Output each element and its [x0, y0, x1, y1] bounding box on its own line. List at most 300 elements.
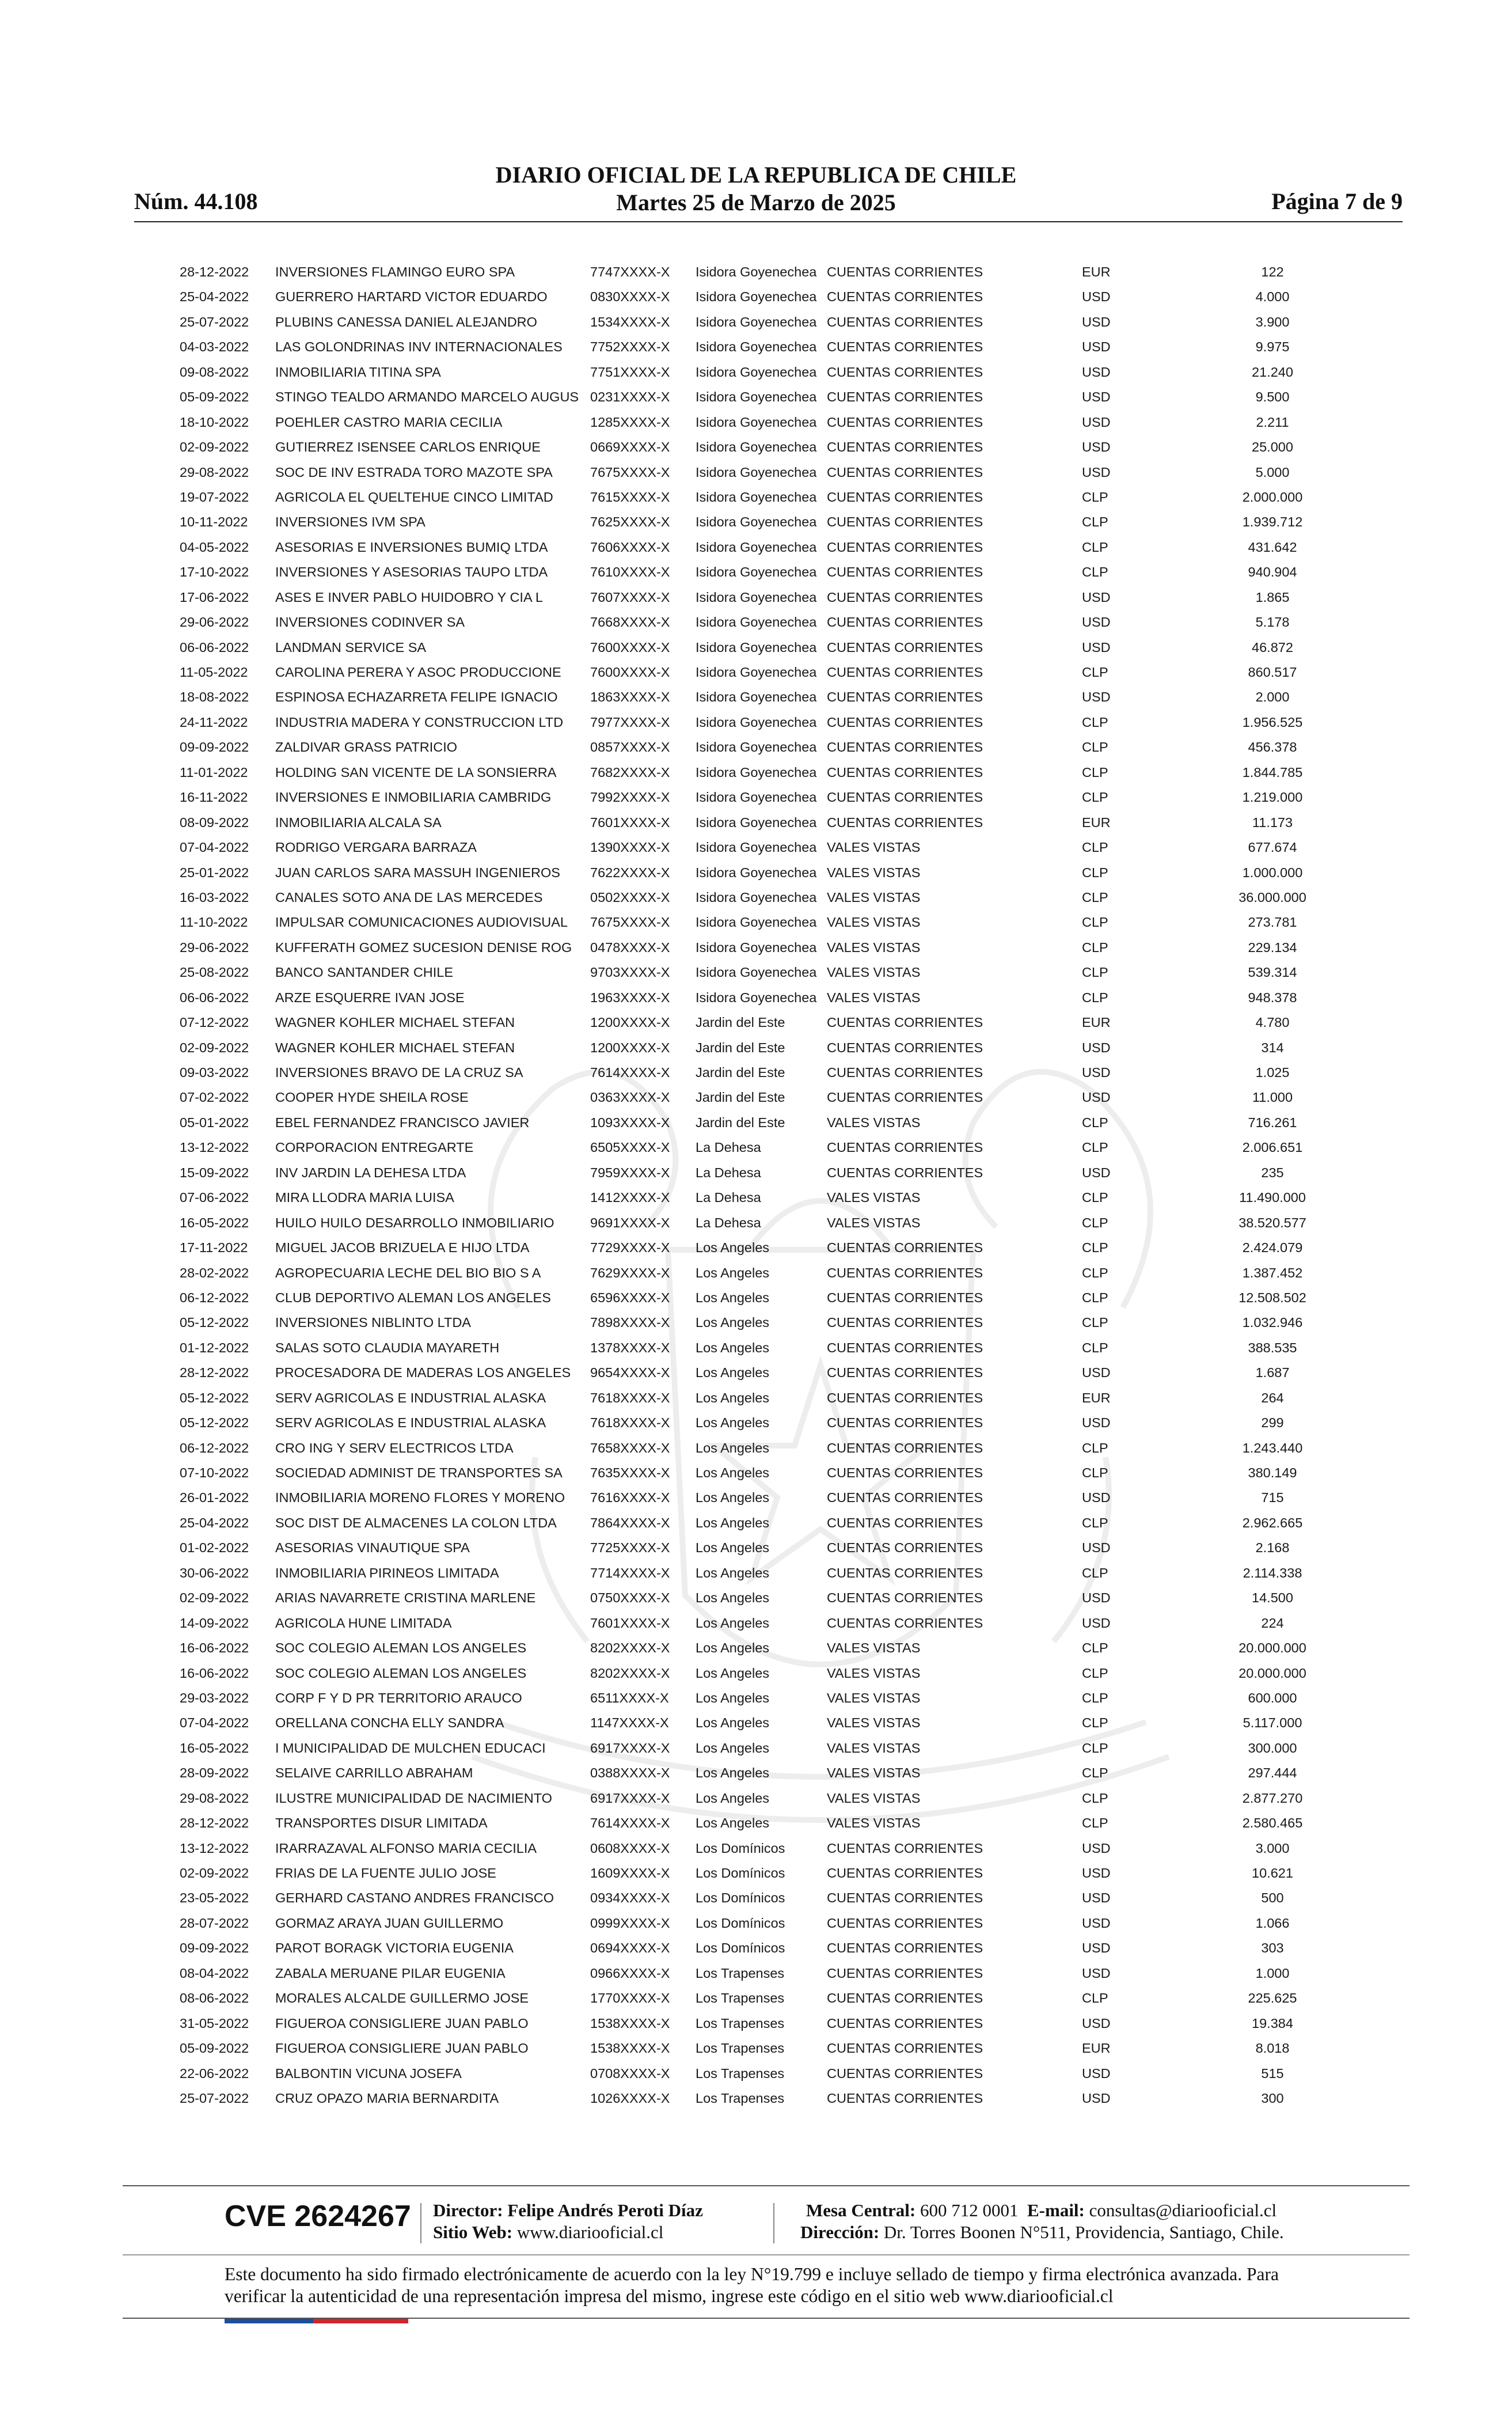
row-name: SELAIVE CARRILLO ABRAHAM: [275, 1765, 473, 1781]
row-rut: 0966XXXX-X: [590, 1965, 670, 1981]
row-product: CUENTAS CORRIENTES: [827, 1340, 983, 1355]
list-item: [0, 1261, 1512, 1286]
list-item: [0, 2061, 1512, 2086]
row-product: CUENTAS CORRIENTES: [827, 1040, 983, 1055]
row-product: CUENTAS CORRIENTES: [827, 615, 983, 630]
row-date: 30-06-2022: [180, 1565, 249, 1580]
row-rut: 7618XXXX-X: [590, 1390, 670, 1405]
row-amount: 229.134: [1248, 939, 1297, 955]
row-product: CUENTAS CORRIENTES: [827, 564, 983, 580]
row-rut: 1378XXXX-X: [590, 1340, 670, 1355]
row-amount: 3.000: [1255, 1840, 1290, 1856]
row-rut: 7992XXXX-X: [590, 790, 670, 805]
row-date: 29-08-2022: [180, 464, 249, 480]
row-rut: 9703XXXX-X: [590, 965, 670, 980]
row-branch: Isidora Goyenechea: [696, 264, 817, 279]
row-product: CUENTAS CORRIENTES: [827, 1090, 983, 1105]
row-amount: 1.025: [1255, 1065, 1290, 1080]
row-branch: La Dehesa: [696, 1215, 761, 1230]
list-item: [0, 835, 1512, 860]
row-currency: CLP: [1082, 1640, 1108, 1656]
row-branch: Isidora Goyenechea: [696, 764, 817, 780]
row-amount: 21.240: [1252, 364, 1293, 380]
row-amount: 456.378: [1248, 740, 1297, 755]
row-amount: 2.962.665: [1242, 1515, 1303, 1530]
row-name: INVERSIONES Y ASESORIAS TAUPO LTDA: [275, 564, 548, 580]
row-name: LANDMAN SERVICE SA: [275, 639, 427, 655]
list-item: [0, 2011, 1512, 2036]
row-currency: CLP: [1082, 1765, 1108, 1781]
row-date: 24-11-2022: [180, 714, 248, 730]
row-branch: Isidora Goyenechea: [696, 364, 817, 380]
row-product: CUENTAS CORRIENTES: [827, 1390, 983, 1405]
row-date: 28-12-2022: [180, 1815, 249, 1831]
row-branch: Los Angeles: [696, 1340, 770, 1355]
list-item: [0, 985, 1512, 1010]
row-currency: USD: [1082, 1590, 1111, 1606]
row-date: 15-09-2022: [180, 1165, 249, 1180]
row-date: 17-11-2022: [180, 1240, 248, 1256]
row-branch: Isidora Goyenechea: [696, 389, 817, 405]
row-amount: 1.219.000: [1242, 790, 1303, 805]
row-branch: Isidora Goyenechea: [696, 689, 817, 705]
list-item: [0, 1511, 1512, 1535]
row-rut: 7614XXXX-X: [590, 1815, 670, 1831]
row-rut: 0708XXXX-X: [590, 2065, 670, 2081]
row-rut: 1390XXXX-X: [590, 840, 670, 855]
row-amount: 1.032.946: [1242, 1315, 1303, 1330]
list-item: [0, 1686, 1512, 1711]
row-date: 29-08-2022: [180, 1790, 249, 1806]
row-rut: 7747XXXX-X: [590, 264, 670, 279]
row-amount: 2.114.338: [1243, 1565, 1302, 1580]
row-product: CUENTAS CORRIENTES: [827, 1565, 983, 1580]
list-item: [0, 960, 1512, 985]
row-name: TRANSPORTES DISUR LIMITADA: [275, 1815, 488, 1831]
row-date: 06-12-2022: [180, 1440, 249, 1455]
row-amount: 314: [1261, 1040, 1284, 1055]
row-amount: 2.006.651: [1242, 1140, 1303, 1155]
row-rut: 7601XXXX-X: [590, 814, 670, 830]
mesa-phone: 600 712 0001: [920, 2200, 1019, 2220]
row-currency: CLP: [1082, 939, 1108, 955]
website-label: Sitio Web:: [433, 2222, 513, 2242]
row-product: CUENTAS CORRIENTES: [827, 1915, 983, 1931]
email-link[interactable]: consultas@diariooficial.cl: [1089, 2200, 1277, 2220]
row-product: CUENTAS CORRIENTES: [827, 790, 983, 805]
row-amount: 3.900: [1255, 314, 1290, 329]
row-name: INVERSIONES CODINVER SA: [275, 615, 465, 630]
row-rut: 7614XXXX-X: [590, 1065, 670, 1080]
list-item: [0, 1611, 1512, 1636]
row-branch: Isidora Goyenechea: [696, 414, 817, 430]
row-branch: Isidora Goyenechea: [696, 514, 817, 530]
flag-stripe-red: [313, 2319, 408, 2323]
row-name: ARIAS NAVARRETE CRISTINA MARLENE: [275, 1590, 536, 1606]
row-name: INVERSIONES NIBLINTO LTDA: [275, 1315, 471, 1330]
row-product: VALES VISTAS: [827, 1690, 921, 1705]
list-item: [0, 1986, 1512, 2011]
row-rut: 0830XXXX-X: [590, 289, 670, 305]
row-branch: Los Angeles: [696, 1815, 770, 1831]
row-rut: 7959XXXX-X: [590, 1165, 670, 1180]
row-amount: 1.939.712: [1242, 514, 1303, 530]
row-date: 16-06-2022: [180, 1665, 249, 1681]
row-product: CUENTAS CORRIENTES: [827, 814, 983, 830]
row-date: 16-05-2022: [180, 1740, 249, 1756]
row-branch: Isidora Goyenechea: [696, 889, 817, 905]
row-branch: Los Trapenses: [696, 2090, 785, 2106]
row-currency: CLP: [1082, 489, 1108, 505]
footer-divider-middle: [123, 2254, 1410, 2255]
row-date: 06-06-2022: [180, 639, 249, 655]
row-rut: 7607XXXX-X: [590, 589, 670, 605]
list-item: [0, 485, 1512, 510]
row-rut: 0999XXXX-X: [590, 1915, 670, 1931]
row-currency: EUR: [1082, 814, 1111, 830]
row-currency: CLP: [1082, 1990, 1108, 2006]
row-rut: 1534XXXX-X: [590, 314, 670, 329]
row-name: INVERSIONES BRAVO DE LA CRUZ SA: [275, 1065, 523, 1080]
row-branch: Los Domínicos: [696, 1940, 785, 1956]
row-date: 11-05-2022: [180, 665, 248, 680]
row-name: SOC COLEGIO ALEMAN LOS ANGELES: [275, 1640, 527, 1656]
row-name: BALBONTIN VICUNA JOSEFA: [275, 2065, 462, 2081]
row-name: GUERRERO HARTARD VICTOR EDUARDO: [275, 289, 548, 305]
legal-notice: Este documento ha sido firmado electrónicamente de acuerdo con la ley N°19.799 e incluye sellado de tiempo y firma electrónica avanzada. Para verificar la autenticidad de una representación impresa del mismo, ingrese este código en el sitio web www.diariooficial.cl: [225, 2264, 1279, 2306]
row-name: WAGNER KOHLER MICHAEL STEFAN: [275, 1015, 515, 1030]
row-date: 29-06-2022: [180, 939, 249, 955]
row-date: 25-08-2022: [180, 965, 249, 980]
row-rut: 6917XXXX-X: [590, 1740, 670, 1756]
row-amount: 303: [1261, 1940, 1284, 1956]
row-product: CUENTAS CORRIENTES: [827, 539, 983, 555]
row-product: VALES VISTAS: [827, 865, 921, 880]
row-name: POEHLER CASTRO MARIA CECILIA: [275, 414, 503, 430]
row-date: 25-04-2022: [180, 1515, 249, 1530]
row-name: STINGO TEALDO ARMANDO MARCELO AUGUS: [275, 389, 579, 405]
row-rut: 9654XXXX-X: [590, 1365, 670, 1381]
row-name: MIGUEL JACOB BRIZUELA E HIJO LTDA: [275, 1240, 530, 1256]
row-amount: 5.117.000: [1243, 1715, 1302, 1731]
row-name: INMOBILIARIA MORENO FLORES Y MORENO: [275, 1490, 565, 1506]
row-product: CUENTAS CORRIENTES: [827, 1415, 983, 1431]
row-rut: 1026XXXX-X: [590, 2090, 670, 2106]
row-product: CUENTAS CORRIENTES: [827, 264, 983, 279]
row-date: 09-09-2022: [180, 1940, 249, 1956]
row-product: VALES VISTAS: [827, 1215, 921, 1230]
row-amount: 515: [1261, 2065, 1284, 2081]
row-rut: 7610XXXX-X: [590, 564, 670, 580]
website-link[interactable]: www.diariooficial.cl: [516, 2222, 664, 2242]
address-label: Dirección:: [800, 2222, 880, 2242]
issue-date: Martes 25 de Marzo de 2025: [616, 189, 896, 215]
row-date: 11-01-2022: [180, 764, 248, 780]
header-divider: [134, 221, 1403, 222]
row-name: GORMAZ ARAYA JUAN GUILLERMO: [275, 1915, 504, 1931]
row-currency: USD: [1082, 689, 1111, 705]
row-date: 11-10-2022: [180, 915, 248, 930]
row-name: AGROPECUARIA LECHE DEL BIO BIO S A: [275, 1265, 541, 1280]
row-amount: 300.000: [1248, 1740, 1297, 1756]
footer-director: [433, 2200, 703, 2221]
row-branch: Los Domínicos: [696, 1866, 785, 1880]
row-amount: 1.844.785: [1242, 764, 1303, 780]
row-product: VALES VISTAS: [827, 939, 921, 955]
mesa-label: Mesa Central:: [806, 2200, 916, 2220]
list-item: [0, 1561, 1512, 1586]
row-branch: Los Trapenses: [696, 1965, 785, 1981]
row-branch: Los Angeles: [696, 1415, 770, 1431]
row-amount: 5.178: [1255, 615, 1290, 630]
row-branch: Isidora Goyenechea: [696, 939, 817, 955]
row-currency: CLP: [1082, 714, 1108, 730]
row-amount: 36.000.000: [1239, 889, 1306, 905]
row-date: 07-02-2022: [180, 1090, 249, 1105]
row-currency: CLP: [1082, 1815, 1108, 1831]
row-branch: Los Angeles: [696, 1490, 770, 1506]
row-amount: 2.424.079: [1242, 1240, 1303, 1256]
row-rut: 7864XXXX-X: [590, 1515, 670, 1530]
row-amount: 9.975: [1255, 339, 1290, 355]
row-product: VALES VISTAS: [827, 1190, 921, 1205]
row-amount: 1.000.000: [1242, 865, 1303, 880]
row-name: ZABALA MERUANE PILAR EUGENIA: [275, 1965, 506, 1981]
row-rut: 0608XXXX-X: [590, 1840, 670, 1856]
list-item: [0, 435, 1512, 460]
email-label: E-mail:: [1027, 2200, 1085, 2220]
row-name: ASES E INVER PABLO HUIDOBRO Y CIA L: [275, 589, 543, 605]
footer-website: [433, 2222, 663, 2243]
row-rut: 7635XXXX-X: [590, 1465, 670, 1480]
row-product: CUENTAS CORRIENTES: [827, 1440, 983, 1455]
row-currency: CLP: [1082, 1265, 1108, 1280]
row-currency: USD: [1082, 339, 1111, 355]
cve-code: CVE 2624267: [225, 2200, 411, 2233]
row-amount: 716.261: [1248, 1114, 1297, 1130]
row-product: CUENTAS CORRIENTES: [827, 2041, 983, 2056]
row-name: FIGUEROA CONSIGLIERE JUAN PABLO: [275, 2041, 529, 2056]
row-amount: 25.000: [1252, 439, 1293, 455]
row-currency: CLP: [1082, 564, 1108, 580]
list-item: [0, 1185, 1512, 1210]
row-amount: 2.000.000: [1242, 489, 1303, 505]
row-amount: 1.066: [1255, 1915, 1290, 1931]
row-date: 01-02-2022: [180, 1540, 249, 1556]
row-date: 28-07-2022: [180, 1915, 249, 1931]
row-date: 05-12-2022: [180, 1415, 249, 1431]
list-item: [0, 1711, 1512, 1735]
row-currency: USD: [1082, 1540, 1111, 1556]
row-name: ASESORIAS E INVERSIONES BUMIQ LTDA: [275, 539, 548, 555]
row-date: 06-06-2022: [180, 989, 249, 1005]
row-rut: 0694XXXX-X: [590, 1940, 670, 1956]
row-date: 10-11-2022: [180, 514, 248, 530]
list-item: [0, 735, 1512, 760]
row-branch: Los Domínicos: [696, 1915, 785, 1931]
row-branch: Los Angeles: [696, 1765, 770, 1781]
row-date: 07-12-2022: [180, 1015, 249, 1030]
row-date: 01-12-2022: [180, 1340, 249, 1355]
list-item: [0, 710, 1512, 735]
row-product: VALES VISTAS: [827, 989, 921, 1005]
row-rut: 8202XXXX-X: [590, 1640, 670, 1656]
row-date: 08-09-2022: [180, 814, 249, 830]
row-date: 26-01-2022: [180, 1490, 249, 1506]
row-name: ESPINOSA ECHAZARRETA FELIPE IGNACIO: [275, 689, 558, 705]
list-item: [0, 1336, 1512, 1360]
row-amount: 8.018: [1255, 2041, 1290, 2056]
row-name: INDUSTRIA MADERA Y CONSTRUCCION LTD: [275, 714, 564, 730]
list-item: [0, 285, 1512, 309]
row-rut: 0363XXXX-X: [590, 1090, 670, 1105]
newspaper-title: DIARIO OFICIAL DE LA REPUBLICA DE CHILE: [495, 162, 1017, 188]
row-amount: 715: [1261, 1490, 1284, 1506]
row-amount: 11.490.000: [1239, 1190, 1306, 1205]
row-branch: La Dehesa: [696, 1140, 761, 1155]
row-name: INMOBILIARIA PIRINEOS LIMITADA: [275, 1565, 499, 1580]
row-branch: Los Angeles: [696, 1640, 770, 1656]
row-name: CANALES SOTO ANA DE LAS MERCEDES: [275, 889, 543, 905]
list-item: [0, 660, 1512, 685]
row-currency: USD: [1082, 364, 1111, 380]
list-item: [0, 1010, 1512, 1035]
row-name: INVERSIONES IVM SPA: [275, 514, 426, 530]
row-currency: USD: [1082, 2015, 1111, 2031]
row-product: VALES VISTAS: [827, 1790, 921, 1806]
row-rut: 0934XXXX-X: [590, 1890, 670, 1906]
list-item: [0, 785, 1512, 810]
row-rut: 1200XXXX-X: [590, 1040, 670, 1055]
list-item: [0, 1310, 1512, 1335]
row-branch: Los Trapenses: [696, 2015, 785, 2031]
row-name: EBEL FERNANDEZ FRANCISCO JAVIER: [275, 1114, 530, 1130]
row-product: CUENTAS CORRIENTES: [827, 289, 983, 305]
row-name: PAROT BORAGK VICTORIA EUGENIA: [275, 1940, 514, 1956]
row-branch: Los Angeles: [696, 1440, 770, 1455]
row-product: CUENTAS CORRIENTES: [827, 439, 983, 455]
row-name: PLUBINS CANESSA DANIEL ALEJANDRO: [275, 314, 537, 329]
row-rut: 7675XXXX-X: [590, 464, 670, 480]
row-rut: 1538XXXX-X: [590, 2015, 670, 2031]
row-rut: 9691XXXX-X: [590, 1215, 670, 1230]
row-rut: 7629XXXX-X: [590, 1265, 670, 1280]
row-currency: CLP: [1082, 1114, 1108, 1130]
row-rut: 6505XXXX-X: [590, 1140, 670, 1155]
row-currency: CLP: [1082, 1240, 1108, 1256]
address-value: Dr. Torres Boonen N°511, Providencia, Santiago, Chile.: [883, 2222, 1284, 2242]
row-rut: 0502XXXX-X: [590, 889, 670, 905]
row-branch: Isidora Goyenechea: [696, 665, 817, 680]
row-product: VALES VISTAS: [827, 965, 921, 980]
row-name: SOC DE INV ESTRADA TORO MAZOTE SPA: [275, 464, 553, 480]
row-currency: USD: [1082, 2090, 1111, 2106]
list-item: [0, 385, 1512, 410]
row-date: 25-04-2022: [180, 289, 249, 305]
row-branch: Isidora Goyenechea: [696, 865, 817, 880]
row-currency: CLP: [1082, 740, 1108, 755]
row-product: CUENTAS CORRIENTES: [827, 1365, 983, 1381]
row-currency: USD: [1082, 639, 1111, 655]
row-currency: CLP: [1082, 1465, 1108, 1480]
list-item: [0, 1636, 1512, 1660]
list-item: [0, 460, 1512, 485]
row-branch: Los Angeles: [696, 1240, 770, 1256]
row-rut: 6511XXXX-X: [590, 1690, 669, 1705]
row-product: CUENTAS CORRIENTES: [827, 314, 983, 329]
list-item: [0, 1861, 1512, 1886]
row-amount: 224: [1261, 1615, 1284, 1631]
row-amount: 2.000: [1255, 689, 1290, 705]
row-amount: 46.872: [1252, 639, 1293, 655]
row-amount: 20.000.000: [1239, 1640, 1306, 1656]
list-item: [0, 560, 1512, 585]
row-currency: CLP: [1082, 1190, 1108, 1205]
row-date: 31-05-2022: [180, 2015, 249, 2031]
director-name: Felipe Andrés Peroti Díaz: [507, 2200, 703, 2220]
row-rut: 1963XXXX-X: [590, 989, 670, 1005]
list-item: [0, 1936, 1512, 1961]
list-item: [0, 1386, 1512, 1411]
row-currency: USD: [1082, 1090, 1111, 1105]
row-branch: Los Trapenses: [696, 2065, 785, 2081]
list-item: [0, 535, 1512, 560]
row-product: CUENTAS CORRIENTES: [827, 514, 983, 530]
row-currency: CLP: [1082, 1565, 1108, 1580]
row-branch: Los Angeles: [696, 1665, 770, 1681]
row-currency: EUR: [1082, 1390, 1111, 1405]
row-date: 05-01-2022: [180, 1114, 249, 1130]
row-product: CUENTAS CORRIENTES: [827, 764, 983, 780]
row-date: 09-08-2022: [180, 364, 249, 380]
row-product: VALES VISTAS: [827, 1665, 921, 1681]
row-rut: 1609XXXX-X: [590, 1866, 670, 1880]
row-rut: 7725XXXX-X: [590, 1540, 670, 1556]
row-date: 18-08-2022: [180, 689, 249, 705]
row-rut: 7622XXXX-X: [590, 865, 670, 880]
row-name: CORP F Y D PR TERRITORIO ARAUCO: [275, 1690, 522, 1705]
row-branch: Los Angeles: [696, 1365, 770, 1381]
row-date: 02-09-2022: [180, 439, 249, 455]
row-name: ORELLANA CONCHA ELLY SANDRA: [275, 1715, 504, 1731]
row-amount: 940.904: [1248, 564, 1297, 580]
list-item: [0, 1586, 1512, 1610]
row-date: 05-12-2022: [180, 1390, 249, 1405]
row-date: 16-03-2022: [180, 889, 249, 905]
row-currency: CLP: [1082, 865, 1108, 880]
row-product: CUENTAS CORRIENTES: [827, 1015, 983, 1030]
row-product: VALES VISTAS: [827, 1114, 921, 1130]
row-product: CUENTAS CORRIENTES: [827, 1990, 983, 2006]
row-branch: Los Angeles: [696, 1540, 770, 1556]
row-branch: Isidora Goyenechea: [696, 740, 817, 755]
footer-separator: [773, 2203, 774, 2243]
row-date: 09-09-2022: [180, 740, 249, 755]
list-item: [0, 1135, 1512, 1160]
row-currency: USD: [1082, 1165, 1111, 1180]
row-name: AGRICOLA HUNE LIMITADA: [275, 1615, 452, 1631]
row-name: BANCO SANTANDER CHILE: [275, 965, 454, 980]
row-amount: 19.384: [1252, 2015, 1293, 2031]
list-item: [0, 860, 1512, 885]
row-name: GUTIERREZ ISENSEE CARLOS ENRIQUE: [275, 439, 541, 455]
row-product: CUENTAS CORRIENTES: [827, 639, 983, 655]
row-branch: Los Domínicos: [696, 1890, 785, 1906]
row-branch: Los Angeles: [696, 1715, 770, 1731]
row-amount: 380.149: [1248, 1465, 1297, 1480]
row-rut: 7977XXXX-X: [590, 714, 670, 730]
row-amount: 677.674: [1248, 840, 1297, 855]
